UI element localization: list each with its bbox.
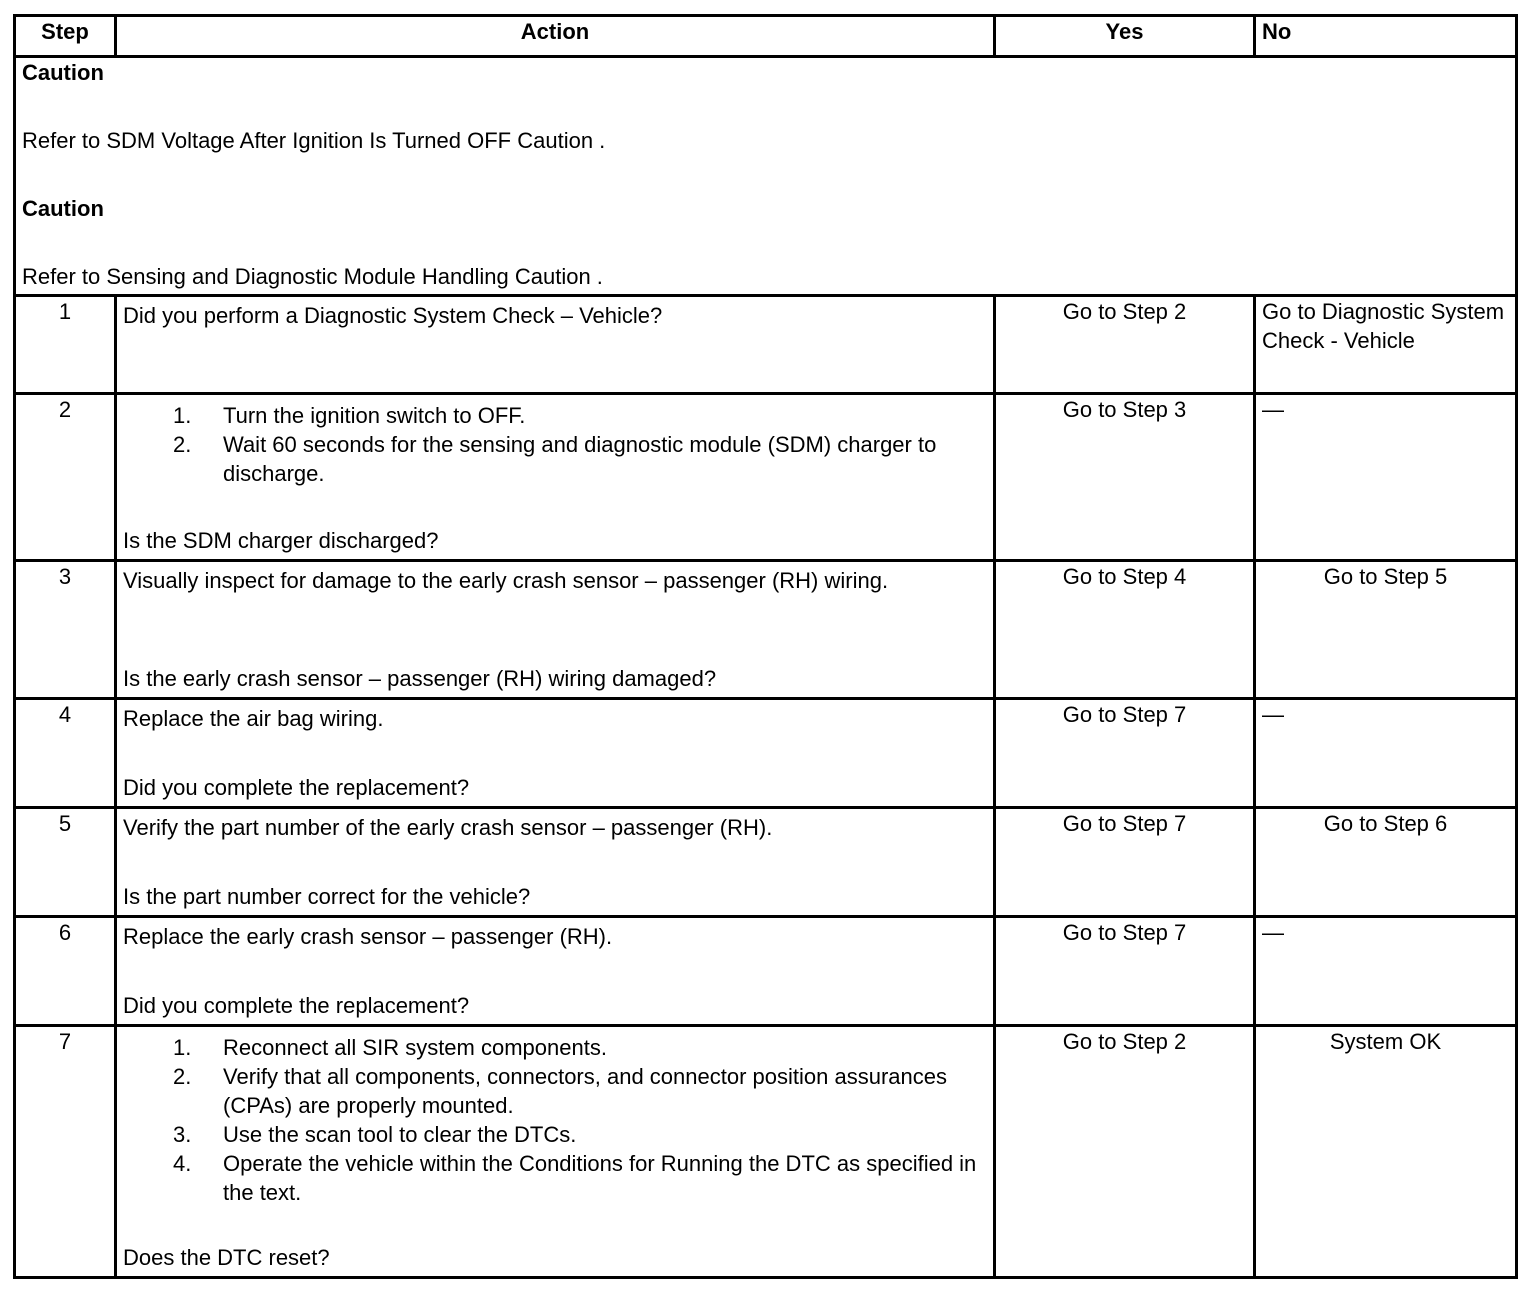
list-item: 1. Reconnect all SIR system components. [173,1035,607,1060]
yes-cell: Go to Step 7 [995,808,1255,917]
step-number: 5 [15,808,116,917]
diagnostic-table [13,14,1518,1279]
caution-text-1: Refer to SDM Voltage After Ignition Is Turned OFF Caution . [22,128,606,153]
list-item: 1. Turn the ignition switch to OFF. [173,403,526,428]
action-cell [116,917,995,1026]
list-item: 2. Verify that all components, connectors, and connector position assurances (CPAs) are properly mounted. [173,1064,947,1118]
list-item: 4. Operate the vehicle within the Conditions for Running the DTC as specified in the text. [173,1151,977,1205]
action-list [123,1033,987,1207]
list-item: 2. Wait 60 seconds for the sensing and diagnostic module (SDM) charger to discharge. [173,432,937,486]
action-cell [116,394,995,561]
header-yes: Yes [995,16,1255,57]
step-number: 3 [15,561,116,699]
no-cell: — [1255,394,1517,561]
action-text: Replace the early crash sensor – passenger (RH). [123,924,613,949]
no-cell: System OK [1255,1026,1517,1278]
yes-cell: Go to Step 7 [995,917,1255,1026]
list-item: 3. Use the scan tool to clear the DTCs. [173,1122,577,1147]
header-step: Step [15,16,116,57]
action-cell [116,699,995,808]
table-row [15,1026,1517,1278]
table-row [15,808,1517,917]
no-cell: Go to Diagnostic System Check - Vehicle [1255,296,1517,394]
action-list [123,401,987,488]
caution-cell [15,57,1517,296]
yes-cell: Go to Step 2 [995,296,1255,394]
table-row [15,699,1517,808]
caution-title-2: Caution [22,196,104,221]
action-cell [116,561,995,699]
action-cell [116,1026,995,1278]
action-question: Is the early crash sensor – passenger (RH) wiring damaged? [123,666,717,691]
step-number: 2 [15,394,116,561]
caution-row [15,57,1517,296]
table-row [15,296,1517,394]
no-cell: — [1255,699,1517,808]
step-number: 7 [15,1026,116,1278]
action-question: Did you complete the replacement? [123,993,470,1018]
no-cell: — [1255,917,1517,1026]
action-question: Is the SDM charger discharged? [123,528,439,553]
yes-cell: Go to Step 3 [995,394,1255,561]
caution-text-2: Refer to Sensing and Diagnostic Module Handling Caution . [22,264,603,289]
action-cell [116,808,995,917]
action-cell [116,296,995,394]
step-number: 1 [15,296,116,394]
yes-cell: Go to Step 4 [995,561,1255,699]
action-text: Replace the air bag wiring. [123,706,384,731]
table-row [15,394,1517,561]
action-text: Did you perform a Diagnostic System Check – Vehicle? [123,303,663,328]
table-row [15,561,1517,699]
yes-cell: Go to Step 2 [995,1026,1255,1278]
action-text: Visually inspect for damage to the early crash sensor – passenger (RH) wiring. [123,568,889,593]
yes-cell: Go to Step 7 [995,699,1255,808]
header-action: Action [116,16,995,57]
header-no: No [1255,16,1517,57]
no-cell: Go to Step 6 [1255,808,1517,917]
table-row [15,917,1517,1026]
action-text: Verify the part number of the early crash sensor – passenger (RH). [123,815,773,840]
no-cell: Go to Step 5 [1255,561,1517,699]
action-question: Did you complete the replacement? [123,775,470,800]
caution-title-1: Caution [22,60,104,85]
action-question: Does the DTC reset? [123,1245,330,1270]
step-number: 4 [15,699,116,808]
action-question: Is the part number correct for the vehicle? [123,884,531,909]
header-row [15,16,1517,57]
step-number: 6 [15,917,116,1026]
